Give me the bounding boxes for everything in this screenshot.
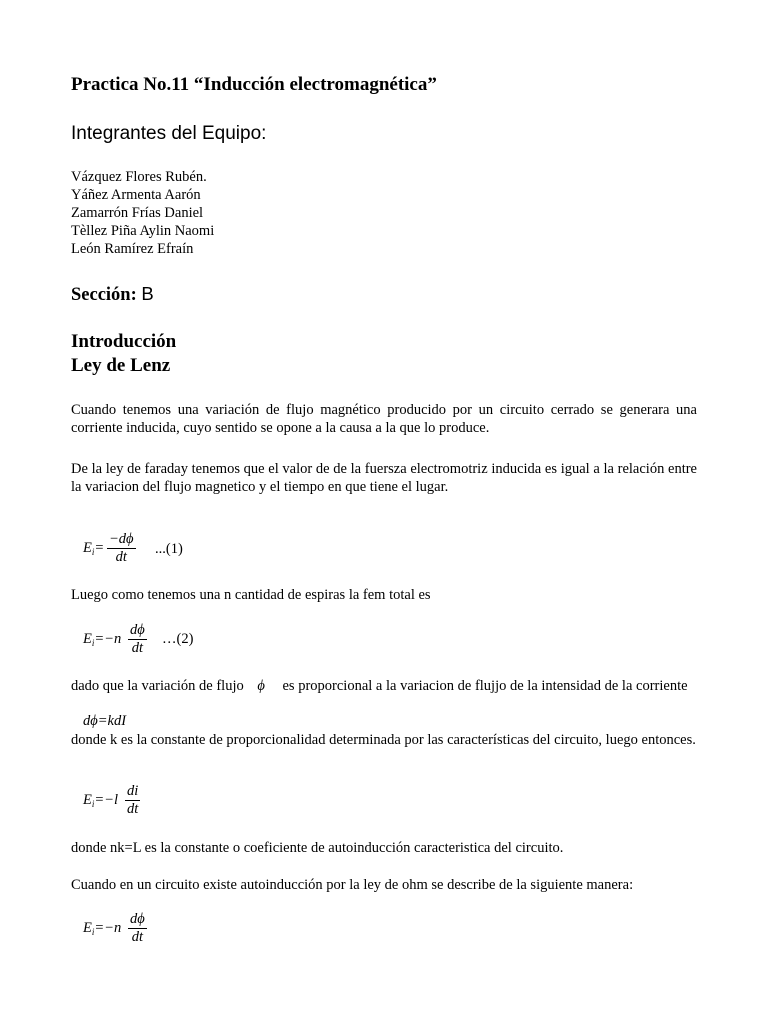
eq-denominator: dt [131, 929, 144, 945]
eq-numerator: −dϕ [109, 531, 134, 547]
eq-op: =−n [94, 631, 122, 647]
member-item: Yáñez Armenta Aarón [71, 187, 201, 203]
eq-denominator: dt [127, 801, 139, 817]
eq-lhs: E [83, 792, 92, 808]
team-heading: Integrantes del Equipo: [71, 123, 267, 144]
paragraph-text: es proporcional a la variacion de flujjo de la intensidad de la corriente [282, 678, 688, 694]
intro-subheading: Ley de Lenz [71, 355, 171, 376]
paragraph: De la ley de faraday tenemos que el valor de de la fuersza electromotriz inducida es igual a la relación entre la variacion del flujo magnetico y el tiempo en que tiene el lugar. [71, 461, 697, 495]
eq-denominator: dt [131, 640, 144, 656]
paragraph-text: dado que la variación de flujo [71, 678, 244, 694]
eq-lhs: E [83, 631, 92, 647]
member-item: Zamarrón Frías Daniel [71, 205, 204, 221]
eq-sub: i [91, 927, 95, 937]
eq-sub: i [91, 799, 95, 809]
eq-op: =−l [94, 792, 118, 808]
eq-numerator: dϕ [130, 911, 145, 927]
eq-tag: ...(1) [155, 541, 183, 557]
section-value: B [141, 283, 154, 304]
eq-denominator: dt [115, 549, 127, 565]
member-item: León Ramírez Efraín [71, 241, 194, 257]
paragraph: donde k es la constante de proporcionalidad determinada por las características del circuito, luego entonces. [71, 732, 696, 748]
paragraph: donde nk=L es la constante o coeficiente de autoinducción caracteristica del circuito. [71, 840, 564, 856]
eq-op: =−n [94, 920, 122, 936]
eq-sub: i [91, 638, 95, 648]
document-title: Practica No.11 “Inducción electromagnética” [71, 74, 437, 95]
member-item: Vázquez Flores Rubén. [71, 169, 207, 185]
eq-sub: i [91, 547, 95, 557]
eq-numerator: di [127, 783, 139, 799]
equation-k: dϕ=kdI [83, 713, 127, 729]
eq-lhs: E [83, 920, 92, 936]
paragraph: Cuando tenemos una variación de flujo magnético producido por un circuito cerrado se generara una corriente inducida, cuyo sentido se opone a la causa a la que lo produce. [71, 402, 697, 436]
eq-op: = [94, 540, 105, 556]
member-list [71, 168, 214, 258]
intro-block [71, 330, 176, 378]
paragraph-flux [71, 677, 697, 695]
eq-tag: …(2) [162, 631, 194, 647]
paragraph: Luego como tenemos una n cantidad de espiras la fem total es [71, 587, 431, 603]
section-line [71, 283, 154, 306]
member-item: Tèllez Piña Aylin Naomi [71, 223, 215, 239]
eq-lhs: E [83, 540, 92, 556]
phi-symbol: ϕ [257, 678, 265, 694]
intro-heading: Introducción [71, 331, 177, 352]
paragraph: Cuando en un circuito existe autoinducción por la ley de ohm se describe de la siguiente manera: [71, 877, 634, 893]
section-label: Sección: [71, 285, 137, 305]
eq-numerator: dϕ [130, 622, 145, 638]
